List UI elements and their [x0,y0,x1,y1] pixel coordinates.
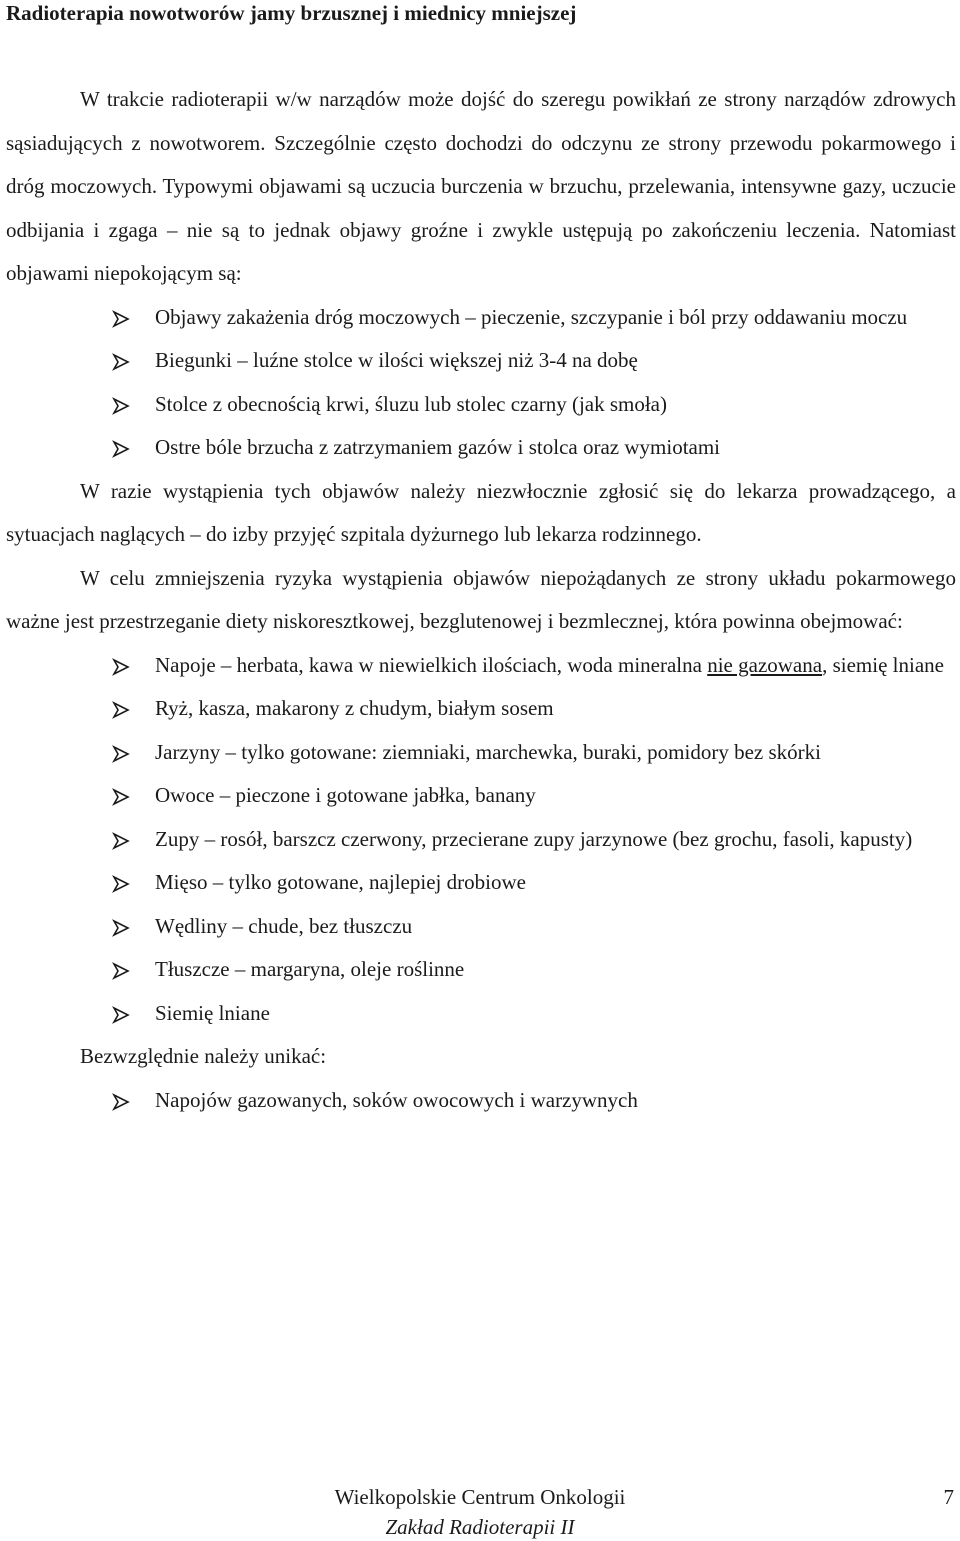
action-paragraph: W razie wystąpienia tych objawów należy niezwłocznie zgłosić się do lekarza prowadzącego, a sytuacjach naglących – do izby przyjęć szpitala dyżurnego lub lekarza rodzinnego. [6,478,956,546]
footer-department: Zakład Radioterapii II [385,1515,575,1539]
list-item: Wędliny – chude, bez tłuszczu [6,905,956,949]
arrow-bullet-icon [112,861,134,905]
arrow-bullet-icon [112,731,134,775]
avoid-label: Bezwzględnie należy unikać: [80,1044,327,1068]
list-item: Zupy – rosół, barszcz czerwony, przecierane zupy jarzynowe (bez grochu, fasoli, kapusty) [6,818,956,862]
footer-institution: Wielkopolskie Centrum Onkologii [334,1485,626,1509]
warning-symptoms-list [6,296,956,470]
underlined-text: nie gazowana [707,652,823,677]
arrow-bullet-icon [112,774,134,818]
arrow-bullet-icon [112,818,134,862]
page-number: 7 [943,1485,954,1509]
document-header: Radioterapia nowotworów jamy brzusznej i miednicy mniejszej [6,1,577,25]
arrow-bullet-icon [112,905,134,949]
list-item: Biegunki – luźne stolce w ilości większej niż 3-4 na dobę [6,339,956,383]
intro-paragraph: W trakcie radioterapii w/w narządów może dojść do szeregu powikłań ze strony narządów zdrowych sąsiadujących z nowotworem. Szczególnie często dochodzi do odczynu ze strony przewodu pokarmowego i dróg moczowych. Typowymi objawami są uczucia burczenia w brzuchu, przelewania, intensywne gazy, uczucie odbijania i zgaga – nie są to jednak objawy groźne i zwykle ustępują po zakończeniu leczenia. Natomiast objawami niepokojącym są: [6,87,956,285]
list-item: Ryż, kasza, makarony z chudym, białym sosem [6,687,956,731]
arrow-bullet-icon [112,992,134,1036]
arrow-bullet-icon [112,296,134,340]
list-item: Siemię lniane [6,992,956,1036]
list-item: Napoje – herbata, kawa w niewielkich ilościach, woda mineralna nie gazowana, siemię lniane [6,644,956,688]
document-body [6,78,956,1122]
list-item: Napojów gazowanych, soków owocowych i warzywnych [6,1079,956,1123]
diet-intro-paragraph: W celu zmniejszenia ryzyka wystąpienia objawów niepożądanych ze strony układu pokarmowego ważne jest przestrzeganie diety niskoresztkowej, bezglutenowej i bezmlecznej, która powinna obejmować: [6,565,956,633]
diet-list [6,644,956,1036]
arrow-bullet-icon [112,687,134,731]
arrow-bullet-icon [112,383,134,427]
list-item: Jarzyny – tylko gotowane: ziemniaki, marchewka, buraki, pomidory bez skórki [6,731,956,775]
arrow-bullet-icon [112,426,134,470]
arrow-bullet-icon [112,339,134,383]
list-item: Objawy zakażenia dróg moczowych – pieczenie, szczypanie i ból przy oddawaniu moczu [6,296,956,340]
list-item: Owoce – pieczone i gotowane jabłka, banany [6,774,956,818]
list-item: Ostre bóle brzucha z zatrzymaniem gazów i stolca oraz wymiotami [6,426,956,470]
list-item: Stolce z obecnością krwi, śluzu lub stolec czarny (jak smoła) [6,383,956,427]
arrow-bullet-icon [112,644,134,688]
avoid-list [6,1079,956,1123]
arrow-bullet-icon [112,1079,134,1123]
list-item: Mięso – tylko gotowane, najlepiej drobiowe [6,861,956,905]
list-item: Tłuszcze – margaryna, oleje roślinne [6,948,956,992]
arrow-bullet-icon [112,948,134,992]
